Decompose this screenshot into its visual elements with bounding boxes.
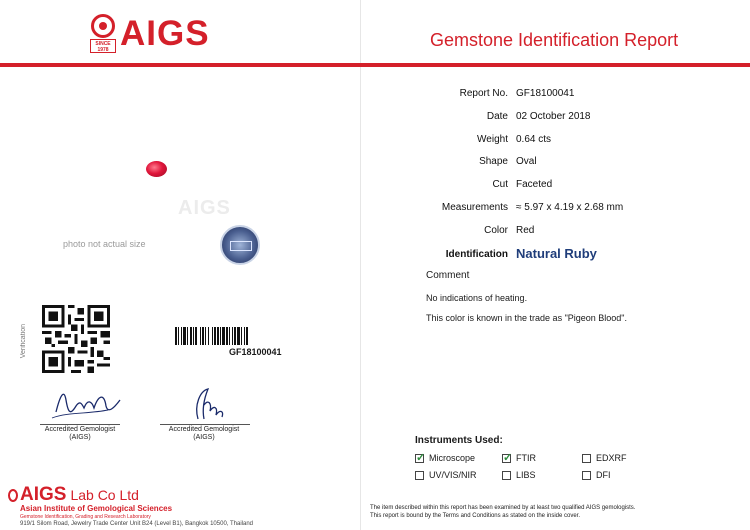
field-value-cut: Faceted <box>516 179 553 190</box>
signature-2-caption: Accredited Gemologist (AIGS) <box>168 426 240 441</box>
page-fold <box>360 0 361 530</box>
signature-1-caption: Accredited Gemologist (AIGS) <box>44 426 116 441</box>
aigs-seal-icon: SINCE 1978 <box>90 14 116 54</box>
checkbox-dfi <box>582 471 591 480</box>
brand-name: AIGS <box>120 14 210 53</box>
signature-2-image <box>182 385 232 425</box>
checkbox-edxrf <box>582 454 591 463</box>
verification-label: Verification <box>20 324 27 359</box>
instrument-dfi: DFI <box>582 470 611 480</box>
field-label-measurements: Measurements <box>441 202 508 213</box>
comment-label: Comment <box>426 270 470 281</box>
gemstone-photo <box>146 161 167 177</box>
instrument-ftir: ✓ FTIR <box>502 453 536 463</box>
instrument-microscope: ✓ Microscope <box>415 453 475 463</box>
field-value-color: Red <box>516 225 535 236</box>
comment-heating: No indications of heating. <box>426 293 528 303</box>
instrument-edxrf: EDXRF <box>582 453 627 463</box>
identification-label: Identification <box>445 249 508 260</box>
checkbox-microscope <box>415 454 424 463</box>
checkbox-libs <box>502 471 511 480</box>
field-value-measurements: ≈ 5.97 x 4.19 x 2.68 mm <box>516 202 624 213</box>
instrument-uv-vis-nir: UV/VIS/NIR <box>415 470 477 480</box>
identification-value: Natural Ruby <box>516 246 597 261</box>
signature-2-line <box>160 424 250 425</box>
field-label-report-no: Report No. <box>459 88 508 99</box>
comment-trade-color: This color is known in the trade as "Pigeon Blood". <box>426 313 627 323</box>
instrument-libs: LIBS <box>502 470 536 480</box>
field-label-shape: Shape <box>479 156 508 167</box>
company-address: 919/1 Silom Road, Jewelry Trade Center Unit B24 (Level B1), Bangkok 10500, Thailand <box>20 521 254 527</box>
field-value-date: 02 October 2018 <box>516 111 591 122</box>
checkbox-uv-vis-nir <box>415 471 424 480</box>
qr-code-icon[interactable] <box>42 305 110 373</box>
photo-watermark: AIGS <box>178 197 231 219</box>
signature-1-image <box>48 382 128 424</box>
photo-note: photo not actual size <box>63 239 146 249</box>
institute-name: Asian Institute of Gemological Sciences <box>20 504 173 513</box>
barcode <box>175 327 275 345</box>
company-logo <box>8 485 139 505</box>
field-value-weight: 0.64 cts <box>516 134 552 145</box>
company-name: Lab Co Ltd <box>70 487 139 503</box>
field-value-report-no: GF18100041 <box>516 88 575 99</box>
disclaimer-line-2: This report is bound by the Terms and Conditions as stated on the inside cover. <box>370 513 581 519</box>
disclaimer-line-1: The item described within this report has been examined by at least two qualified AIGS gemologists. <box>370 505 636 511</box>
field-label-weight: Weight <box>477 134 508 145</box>
header-divider <box>0 63 750 67</box>
field-label-date: Date <box>486 111 508 122</box>
hologram-seal-icon <box>220 225 260 265</box>
instruments-title: Instruments Used: <box>415 435 503 446</box>
field-label-color: Color <box>484 225 508 236</box>
barcode-number: GF18100041 <box>229 347 282 357</box>
aigs-logo <box>90 14 210 54</box>
company-services: Gemstone Identification, Grading and Research Laboratory <box>20 514 151 520</box>
signature-1-line <box>40 424 120 425</box>
checkbox-ftir <box>502 454 511 463</box>
company-seal-icon <box>8 489 18 502</box>
report-title: Gemstone Identification Report <box>430 30 679 50</box>
field-label-cut: Cut <box>492 179 508 190</box>
company-brand: AIGS <box>20 484 67 505</box>
field-value-shape: Oval <box>516 156 537 167</box>
